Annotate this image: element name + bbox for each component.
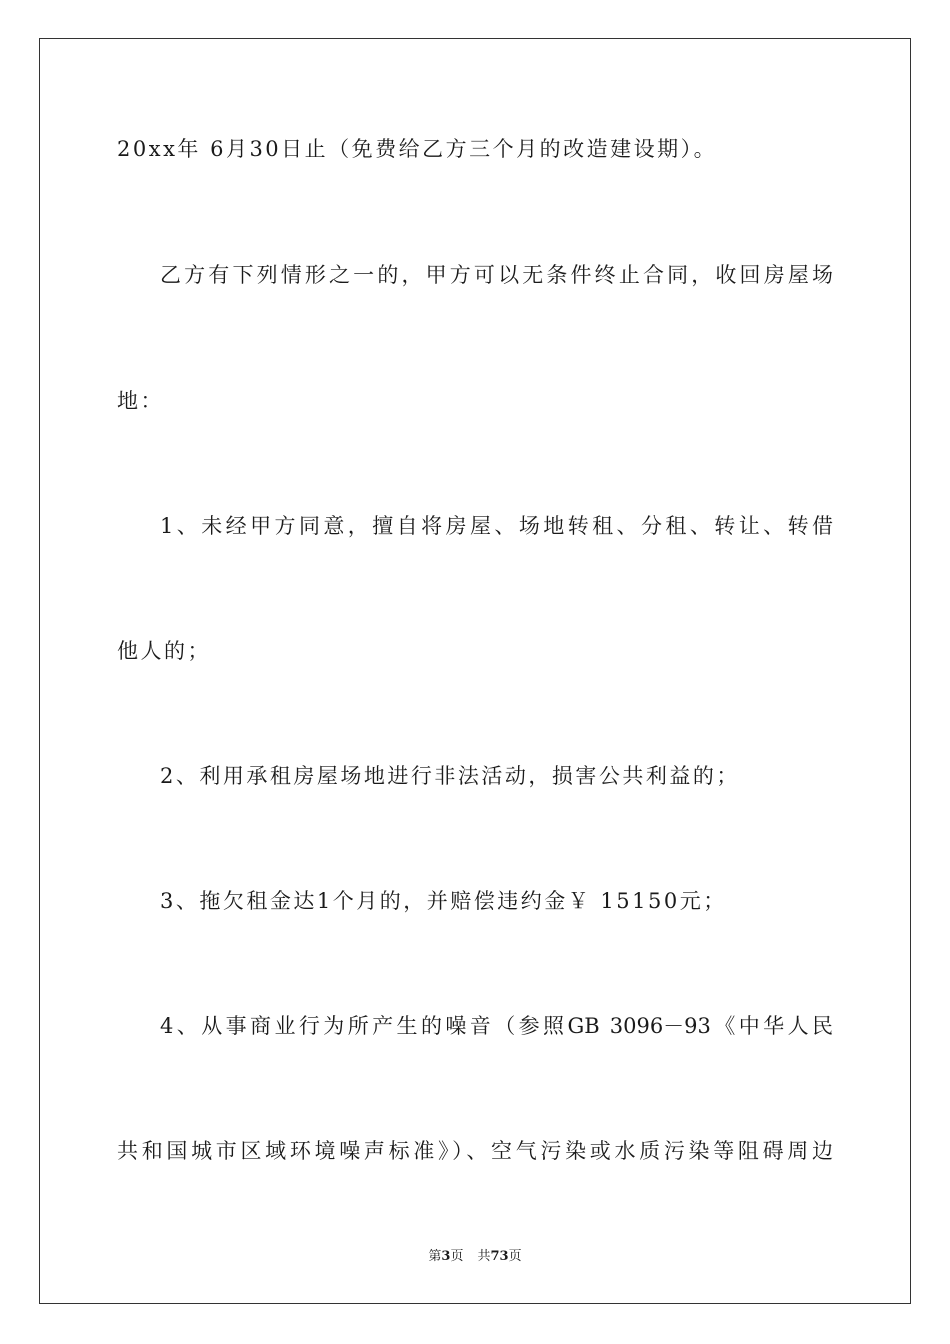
text-line-1: 20xx年 6月30日止（免费给乙方三个月的改造建设期）。 xyxy=(117,137,718,161)
footer-total-suffix: 页 xyxy=(508,1249,522,1264)
footer-current-page: 3 xyxy=(441,1249,451,1264)
page-footer xyxy=(0,1249,950,1265)
footer-total-prefix: 共 xyxy=(477,1249,491,1264)
text-line-8: 4、从事商业行为所产生的噪音（参照GB 3096－93《中华人民 xyxy=(160,1014,833,1038)
text-line-3: 地： xyxy=(117,389,164,413)
text-line-4: 1、未经甲方同意，擅自将房屋、场地转租、分租、转让、转借 xyxy=(160,514,833,538)
text-line-7: 3、拖欠租金达1个月的，并赔偿违约金￥ 15150元； xyxy=(160,889,727,913)
footer-page-prefix: 第 xyxy=(428,1249,442,1264)
text-line-2: 乙方有下列情形之一的，甲方可以无条件终止合同，收回房屋场 xyxy=(160,263,833,287)
text-line-9: 共和国城市区域环境噪声标准》）、空气污染或水质污染等阻碍周边 xyxy=(117,1139,833,1163)
text-line-6: 2、利用承租房屋场地进行非法活动，损害公共利益的； xyxy=(160,764,740,788)
page-border xyxy=(39,38,911,1304)
footer-page-suffix: 页 xyxy=(450,1249,464,1264)
footer-total-pages: 73 xyxy=(490,1249,509,1264)
text-line-5: 他人的； xyxy=(117,639,211,663)
